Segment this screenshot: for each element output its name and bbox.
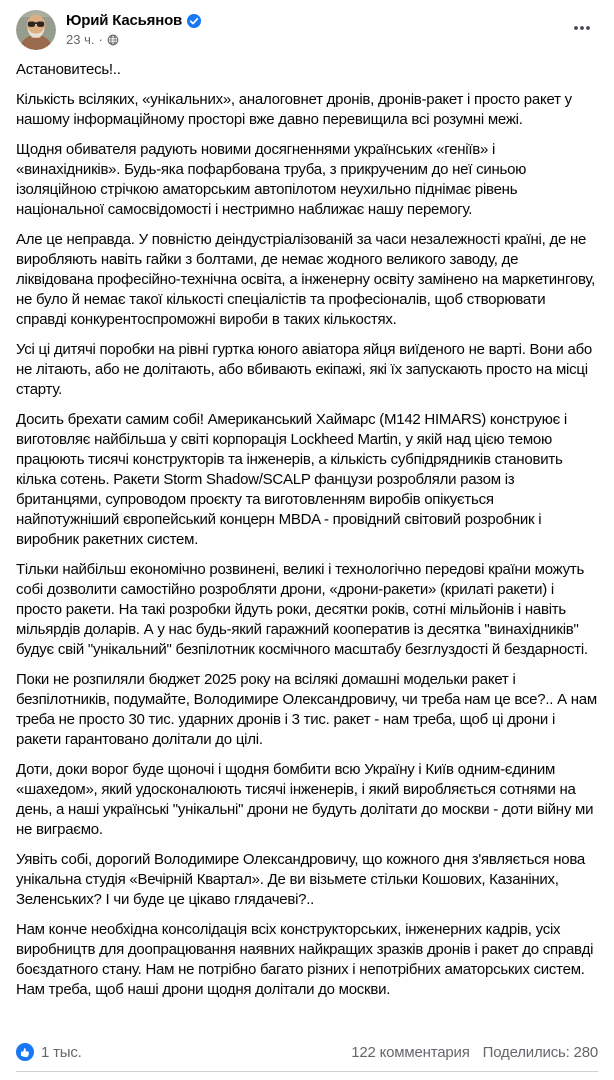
- header-info: [66, 10, 566, 47]
- post-footer: [0, 1035, 614, 1080]
- post-paragraph: Досить брехати самим собі! Американський Хаймарс (M142 HIMARS) конструює і виготовляє найбільша у світі корпорація Lockheed Martin, у якій над цією темою працюють тисячі конструкторів та інженерів, а кількість субпідрядників становить кілька сотень. Ракети Storm Shadow/SCALP фанцузи розробляли разом із британцями, супроводом проєкту та виготовленням виробів опікується найпотужніший європейський концерн MBDA - провідний світовий розробник і виробник ракетних систем.: [16, 411, 567, 548]
- post-header: [0, 0, 614, 56]
- profile-photo-icon: [16, 10, 56, 50]
- verified-badge-icon: [187, 14, 201, 28]
- reactions-summary[interactable]: [16, 1043, 82, 1061]
- post-paragraph: Кількість всіляких, «унікальних», аналоговнет дронів, дронів-ракет і просто ракет у нашому інформаційному просторі вже давно перевищила всі розумні межі.: [16, 91, 572, 128]
- more-options-icon: [572, 18, 592, 38]
- reactions-count: 1 тыс.: [41, 1043, 82, 1061]
- post-paragraph: Але це неправда. У повністю деіндустріалізованій за часи незалежності країні, де не виробляють навіть гайки з болтами, де немає жодного великого заводу, де ліквідована професійно-технічна освіта, а інженерну освіту замінено на маркетингову, не було й немає такої кількості спеціалістів та професіоналів, щоб створювати справді конкурентоспроможні вироби в таких кількостях.: [16, 231, 596, 328]
- post-paragraph: Нам конче необхідна консолідація всіх конструкторських, інженерних кадрів, усіх виробництв для доопрацювання наявних найкращих зразків дронів і ракет до справді боєздатного стану. Нам не потрібно багато різних і непотрібних аматорських систем. Нам треба, щоб наші дрони щодня долітали до москви.: [16, 921, 594, 998]
- comments-count[interactable]: 122 комментария: [351, 1043, 470, 1061]
- post-paragraph: Поки не розпиляли бюджет 2025 року на всілякі домашні модельки ракет і безпілотників, подумайте, Володимире Олександровичу, чи треба нам це все?.. А нам треба не просто 30 тис. ударних дронів і 3 тис. ракет - нам треба, щоб ці дрони і ракети гарантовано долітали до цілі.: [16, 671, 597, 748]
- post-meta: [66, 32, 566, 47]
- timestamp[interactable]: 23 ч.: [66, 32, 95, 47]
- post-paragraph: Астановитесь!..: [16, 61, 121, 78]
- avatar[interactable]: [16, 10, 56, 50]
- stats-right: [351, 1044, 598, 1061]
- name-row: [66, 12, 566, 29]
- post-text: [0, 56, 614, 1035]
- thumbs-up-icon: [16, 1043, 34, 1061]
- post-paragraph: Тільки найбільш економічно розвинені, великі і технологічно передові країни можуть собі дозволити самостійно розробляти дрони, «дрони-ракети» (крилаті ракети) і просто ракети. На такі розробки йдуть роки, десятки років, сотні мільйонів і навіть мільярдів доларів. А у нас будь-який гаражний кооператив із десятка "винахідників" будує свій "унікальний" безпілотник космічного масштабу безглуздості й бездарності.: [16, 561, 588, 658]
- meta-separator: ·: [98, 32, 103, 47]
- globe-icon: [107, 34, 119, 46]
- footer-padding: [0, 1072, 614, 1080]
- post-paragraph: Доти, доки ворог буде щоночі і щодня бомбити всю Україну і Київ одним-єдиним «шахедом», який удосконалюють тисячі інженерів, і який виробляється сотнями на день, а наші українські "унікальні" дрони не будуть долітати до москви - доти війну ми не виграємо.: [16, 761, 594, 838]
- author-name[interactable]: Юрий Касьянов: [66, 12, 183, 29]
- post-paragraph: Уявіть собі, дорогий Володимире Олександровичу, що кожного дня з'являється нова унікальна студія «Вечірній Квартал». Де ви візьмете стільки Кошових, Казаніних, Зеленських? І чи буде це цікаво глядачеві?..: [16, 851, 585, 908]
- post-paragraph: Щодня обивателя радують новими досягненнями українських «геніїв» і «винахідників». Будь-яка пофарбована труба, з прикрученим до неї синьою ізоляційною стрічкою аматорським автопілотом неухильно піднімає рівень національної самосвідомості і нестримно наближає нашу перемогу.: [16, 141, 527, 218]
- post-paragraph: Усі ці дитячі поробки на рівні гуртка юного авіатора яйця виїденого не варті. Вони або не літають, або не долітають, або вбивають екіпажі, які їх запускають просто на місці старту.: [16, 341, 593, 398]
- more-options-button[interactable]: [566, 12, 598, 44]
- shares-count[interactable]: Поделились: 280: [482, 1043, 598, 1061]
- engagement-stats: [0, 1035, 614, 1071]
